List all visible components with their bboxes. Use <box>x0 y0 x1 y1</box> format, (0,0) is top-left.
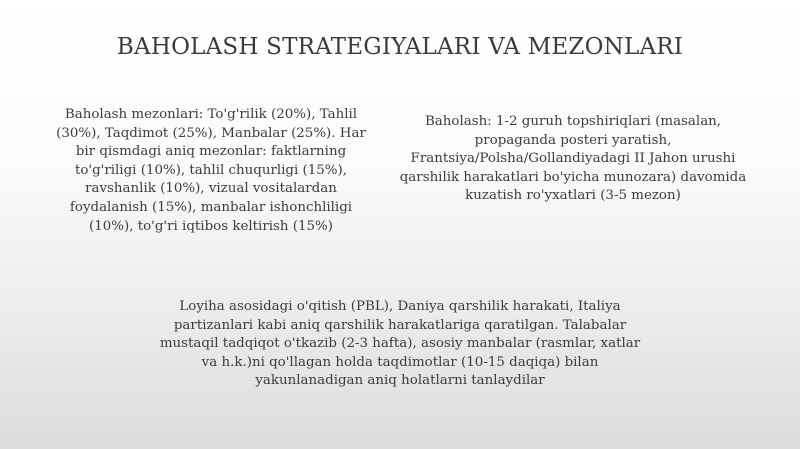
project-based-learning-text: Loyiha asosidagi o'qitish (PBL), Daniya qarshilik harakati, Italiya partizanlari kabi aniq qarshilik harakatlariga qaratilgan. Talabalar mustaqil tadqiqot o'tkazib (2-3 hafta), asosiy manbalar (rasmlar, xatlar va h.k.)ni qo'llagan holda taqdimotlar (10-15 daqiqa) bilan yakunlanadigan aniq holatlarni tanlaydilar <box>159 299 641 389</box>
assessment-criteria-text: Baholash mezonlari: To'g'rilik (20%), Tahlil (30%), Taqdimot (25%), Manbalar (25%). Har bir qismdagi aniq mezonlar: faktlarning to'g'riligi (10%), tahlil chuqurligi (15%), ravshanlik (10%), vizual vositalardan foydalanish (15%), manbalar ishonchliligi (10%), to'g'ri iqtibos keltirish (15%) <box>56 107 366 234</box>
assessment-observation-text: Baholash: 1-2 guruh topshiriqlari (masalan, propaganda posteri yaratish, Frantsiya/Polsha/Gollandiyadagi II Jahon urushi qarshilik harakatlari bo'yicha munozara) davomida kuzatish ro'yxatlari (3-5 mezon) <box>399 114 747 204</box>
slide-title: BAHOLASH STRATEGIYALARI VA MEZONLARI <box>116 34 684 60</box>
